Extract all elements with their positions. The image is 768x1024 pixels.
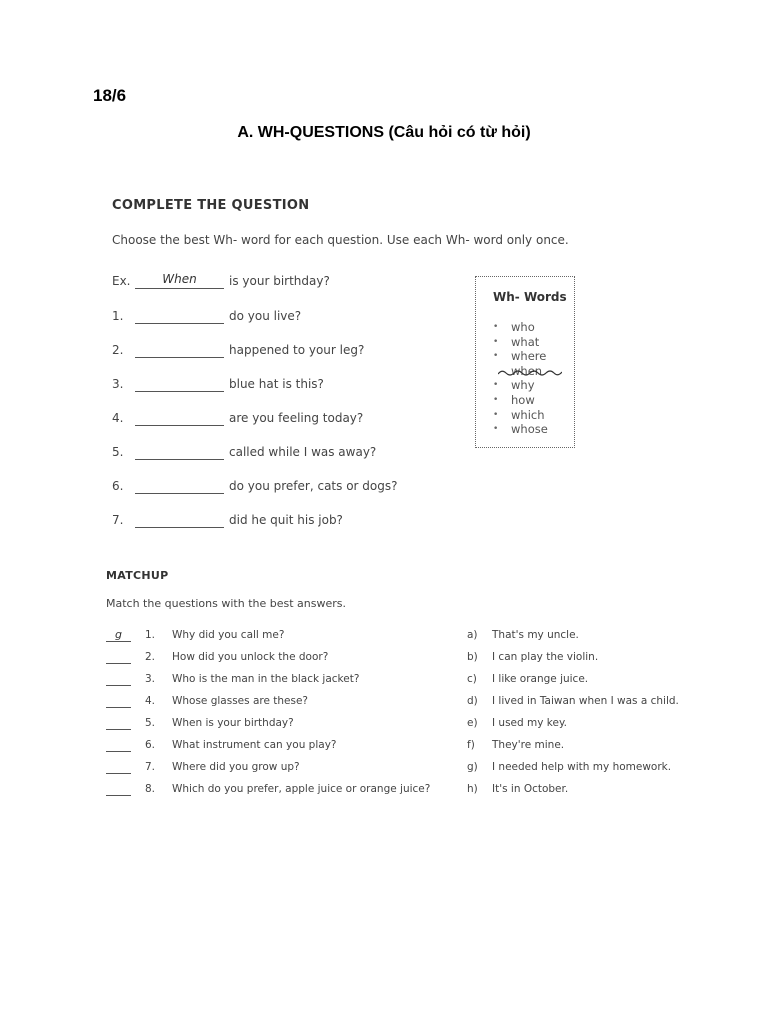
answer-blank[interactable] [135, 493, 224, 494]
match-question-text: Where did you grow up? [172, 761, 300, 773]
wh-word: when [511, 363, 543, 378]
match-answer-letter: h) [467, 783, 478, 795]
match-blank[interactable] [106, 751, 131, 752]
matchup-row [106, 673, 706, 691]
answer-blank[interactable] [135, 425, 224, 426]
answer-blank[interactable] [135, 459, 224, 460]
matchup-row [106, 717, 706, 735]
wh-word: where [511, 349, 547, 364]
question-number: 7. [112, 513, 124, 527]
question-text: did he quit his job? [229, 513, 343, 527]
answer-blank[interactable] [135, 323, 224, 324]
complete-instruction: Choose the best Wh- word for each question. Use each Wh- word only once. [112, 233, 569, 247]
match-answer-text: It's in October. [492, 783, 569, 795]
match-question-text: When is your birthday? [172, 717, 294, 729]
answer-blank[interactable] [135, 357, 224, 358]
match-answer-letter: c) [467, 673, 477, 685]
matchup-row [106, 783, 706, 801]
wh-word-item [490, 422, 548, 437]
wh-word-item [490, 335, 548, 350]
bullet-icon: • [493, 409, 499, 420]
match-answer-text: I can play the violin. [492, 651, 599, 663]
question-text: is your birthday? [229, 274, 330, 288]
matchup-row [106, 629, 706, 647]
matchup-heading: MATCHUP [106, 569, 169, 582]
question-text: called while I was away? [229, 445, 377, 459]
question-text: blue hat is this? [229, 377, 324, 391]
match-answer-letter: b) [467, 651, 478, 663]
matchup-row [106, 761, 706, 779]
match-question-number: 2. [145, 651, 156, 663]
answer-blank[interactable] [135, 527, 224, 528]
wh-words-title: Wh- Words [493, 290, 567, 304]
match-question-number: 7. [145, 761, 156, 773]
question-number: 4. [112, 411, 124, 425]
match-question-text: Whose glasses are these? [172, 695, 309, 707]
wh-words-box [475, 276, 575, 448]
question-number: 3. [112, 377, 124, 391]
question-number: 6. [112, 479, 124, 493]
match-blank[interactable] [106, 773, 131, 774]
match-answer-letter: g) [467, 761, 478, 773]
scribble-strike-icon [498, 368, 562, 378]
match-answer-letter: e) [467, 717, 478, 729]
match-question-text: Who is the man in the black jacket? [172, 673, 360, 685]
bullet-icon: • [493, 322, 499, 332]
match-answer-text: I used my key. [492, 717, 568, 729]
match-question-number: 1. [145, 629, 156, 641]
match-blank[interactable] [106, 663, 131, 664]
match-question-number: 8. [145, 783, 156, 795]
question-number: 2. [112, 343, 124, 357]
answer-blank[interactable] [135, 391, 224, 392]
date-label: 18/6 [93, 86, 127, 105]
match-question-number: 3. [145, 673, 156, 685]
match-question-number: 4. [145, 695, 156, 707]
wh-word-item [490, 349, 548, 364]
wh-word: which [511, 407, 545, 422]
question-text: do you live? [229, 309, 302, 323]
wh-word: who [511, 320, 535, 334]
wh-word-item [490, 393, 548, 408]
question-number: Ex. [112, 274, 131, 288]
question-text: are you feeling today? [229, 411, 364, 425]
wh-word-item [490, 408, 548, 423]
match-answer-text: I lived in Taiwan when I was a child. [492, 695, 679, 707]
matchup-row [106, 651, 706, 669]
match-answer-letter: d) [467, 695, 478, 707]
match-question-text: Why did you call me? [172, 629, 285, 641]
question-text: happened to your leg? [229, 343, 365, 357]
match-blank[interactable] [106, 729, 131, 730]
match-question-text: Which do you prefer, apple juice or orange juice? [172, 783, 431, 795]
complete-heading: COMPLETE THE QUESTION [112, 198, 310, 213]
match-answer-text: That's my uncle. [492, 629, 579, 641]
match-blank[interactable] [106, 685, 131, 686]
bullet-icon: • [493, 424, 499, 435]
wh-word: why [511, 378, 535, 393]
matchup-row [106, 739, 706, 757]
page-title: A. WH-QUESTIONS (Câu hỏi có từ hỏi) [237, 124, 531, 141]
match-answer-text: They're mine. [492, 739, 565, 751]
bullet-icon: • [493, 351, 499, 362]
answer-text: When [162, 272, 197, 286]
question-number: 5. [112, 445, 124, 459]
answer-blank[interactable] [135, 288, 224, 289]
match-question-number: 5. [145, 717, 156, 729]
wh-word: whose [511, 422, 548, 437]
match-answer: g [115, 628, 122, 641]
match-answer-letter: a) [467, 629, 478, 641]
wh-word-item [490, 378, 548, 393]
match-question-text: How did you unlock the door? [172, 651, 329, 663]
match-question-text: What instrument can you play? [172, 739, 337, 751]
match-blank[interactable] [106, 795, 131, 796]
wh-word: what [511, 334, 540, 349]
question-number: 1. [112, 309, 124, 323]
bullet-icon: • [493, 380, 499, 391]
wh-word-item [490, 320, 548, 335]
match-answer-text: I like orange juice. [492, 673, 589, 685]
wh-word: how [511, 392, 535, 407]
bullet-icon: • [493, 394, 499, 405]
match-blank[interactable] [106, 641, 131, 642]
wh-words-list [490, 320, 548, 437]
match-answer-letter: f) [467, 739, 475, 751]
match-blank[interactable] [106, 707, 131, 708]
wh-word-item-crossed [490, 364, 548, 379]
match-question-number: 6. [145, 739, 156, 751]
match-answer-text: I needed help with my homework. [492, 761, 672, 773]
matchup-instruction: Match the questions with the best answers. [106, 597, 346, 610]
matchup-row [106, 695, 706, 713]
question-text: do you prefer, cats or dogs? [229, 479, 398, 493]
bullet-icon: • [493, 336, 499, 347]
